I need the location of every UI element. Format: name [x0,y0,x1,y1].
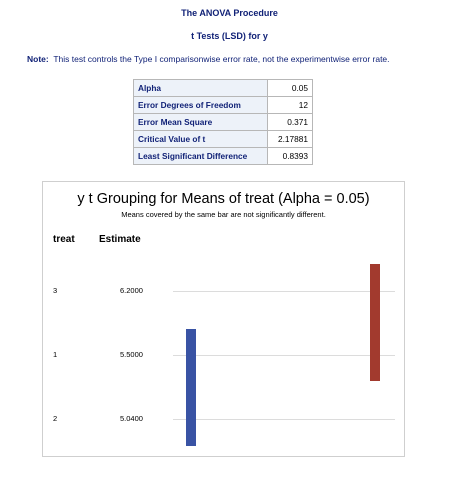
stat-label: Error Degrees of Freedom [134,97,268,114]
table-row [134,148,313,165]
treat-label: 2 [53,414,58,423]
plot-subtitle: Means covered by the same bar are not significantly different. [121,210,326,219]
plot-title: y t Grouping for Means of treat (Alpha = 0.05) [77,191,370,207]
stat-label: Error Mean Square [134,114,268,131]
table-row [134,131,313,148]
stats-table [133,79,313,165]
grouping-bar-2 [370,264,380,381]
grid-line [173,291,395,292]
estimate-column-header: Estimate [99,234,141,245]
stat-label: Critical Value of t [134,131,268,148]
table-row [134,114,313,131]
procedure-title: The ANOVA Procedure [181,8,278,18]
note-label: Note: [27,54,49,64]
stat-value: 0.05 [268,80,313,97]
treat-column-header: treat [53,234,75,245]
treat-label: 1 [53,350,58,359]
table-row [134,97,313,114]
grid-line [173,419,395,420]
estimate-value: 6.2000 [120,286,143,295]
stat-value: 0.8393 [268,148,313,165]
grouping-plot [42,181,405,457]
note-text: This test controls the Type I comparisonwise error rate, not the experimentwise error rate. [53,54,390,64]
estimate-value: 5.0400 [120,414,143,423]
note [27,54,390,64]
grid-line [173,355,395,356]
grouping-bar-1 [186,329,196,446]
test-title: t Tests (LSD) for y [191,31,268,41]
stat-value: 12 [268,97,313,114]
stat-label: Least Significant Difference [134,148,268,165]
table-row [134,80,313,97]
stat-label: Alpha [134,80,268,97]
stat-value: 0.371 [268,114,313,131]
stat-value: 2.17881 [268,131,313,148]
treat-label: 3 [53,286,58,295]
estimate-value: 5.5000 [120,350,143,359]
